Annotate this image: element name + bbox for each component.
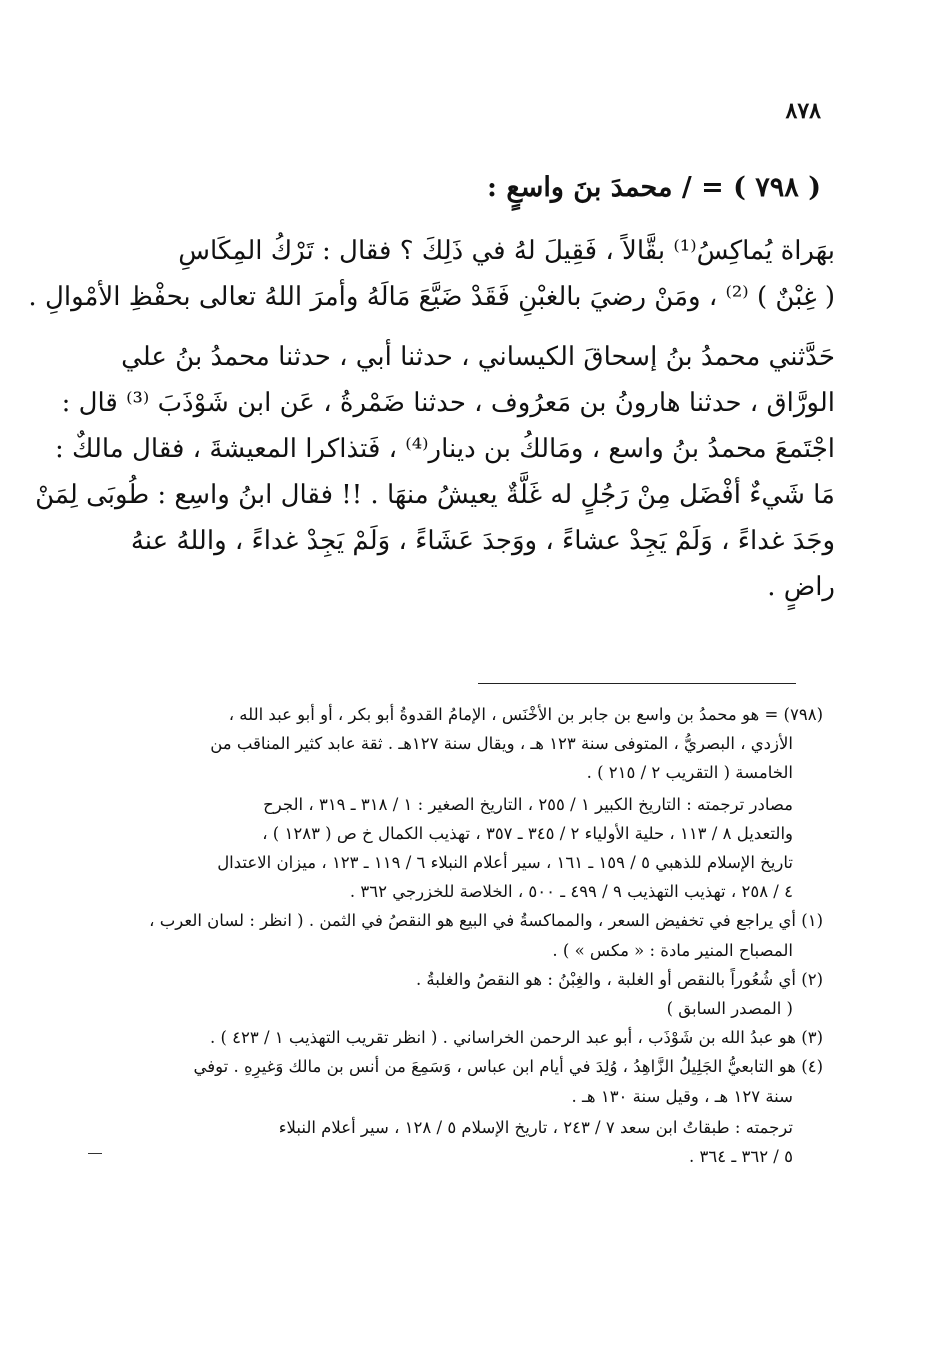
footnote-line: سنة ١٢٧ هـ ، وقيل سنة ١٣٠ هـ . <box>571 1086 793 1106</box>
body-line: وجَدَ غداءً ، وَلَمْ يَجِدْ عشاءً ، ووَجدَ عَشَاءً ، وَلَمْ يَجِدْ غداءً ، واللهُ عنهُ <box>130 526 835 556</box>
footnote-4 <box>123 1052 823 1110</box>
footnote-line: (٧٩٨) = هو محمدُ بن واسع بن جابر بن الأخْنَس ، الإمامُ القدوةُ أبو بكر ، أو أبو عبد الله ، <box>228 705 823 724</box>
body-line: الورَّاق ، حدثنا هارونُ بن مَعرُوف ، حدثنا ضَمْرةُ ، عَن ابن شَوْذَبَ ⁽³⁾ قال : <box>61 388 835 418</box>
footnote-entry-biography <box>123 700 823 788</box>
footnote-separator <box>478 683 796 684</box>
footnote-4-sources <box>123 1113 823 1171</box>
footnotes <box>123 700 823 1171</box>
footnote-line: (١) أي يراجع في تخفيض السعر ، والمماكسةُ في البيع هو النقصُ في الثمن . ( انظر : لسان العرب ، <box>149 911 823 931</box>
body-line: مَا شَيءٌ أفْضَل مِنْ رَجُلٍ له غَلَّةٌ يعيشُ منهَا . !! فقال ابنُ واسِع : طُوبَى لِمَنْ <box>35 480 835 510</box>
body-line: حَدَّثني محمدُ بنُ إسحاقَ الكيساني ، حدثنا أبي ، حدثنا محمدُ بنُ علي <box>121 342 835 372</box>
body-line: بهَراة يُماكِسُ⁽¹⁾ بقَّالاً ، فَقِيلَ لهُ في ذَلِكَ ؟ فقال : تَرْكُ المِكَاسِ <box>178 236 835 266</box>
footnote-line: ترجمته : طبقاتُ ابن سعد ٧ / ٢٤٣ ، تاريخ الإسلام ٥ / ١٢٨ ، سير أعلام النبلاء <box>278 1117 793 1137</box>
body-line: اجْتَمعَ محمدُ بنُ واسع ، ومَالكُ بن دينار⁽⁴⁾ ، فَتذاكرا المعيشةَ ، فقال مالكٌ : <box>55 434 835 464</box>
footnote-line: تاريخ الإسلام للذهبي ٥ / ١٥٩ ـ ١٦١ ، سير أعلام النبلاء ٦ / ١١٩ ـ ١٢٣ ، ميزان الاعتدال <box>217 853 793 873</box>
footnote-sources <box>123 790 823 907</box>
footnote-line: (٣) هو عبدُ الله بن شَوْذَب ، أبو عبد الرحمن الخراساني . ( انظر تقريب التهذيب ١ / ٤٢٣ ) . <box>209 1028 823 1048</box>
footnote-line: ٤ / ٢٥٨ ، تهذيب التهذيب ٩ / ٤٩٩ ـ ٥٠٠ ، الخلاصة للخزرجي ٣٦٢ . <box>349 882 793 902</box>
footnote-line: الأزدي ، البصريُّ ، المتوفى سنة ١٢٣ هـ ، ويقال سنة ١٢٧هـ . ثقة عابد كثير المناقب من <box>210 734 793 754</box>
body-paragraph-1 <box>28 228 835 320</box>
footnote-line: الخامسة ( التقريب ٢ / ٢١٥ ) . <box>586 763 793 783</box>
body-line: ( غِبْنٌ ) ⁽²⁾ ، ومَنْ رضيَ بالغبْنِ فَقَدْ ضَيَّعَ مَالَهُ وأمرَ اللهُ تعالى بحفْظِ الأمْوالِ . <box>28 282 835 312</box>
margin-mark <box>88 1153 102 1154</box>
footnote-2 <box>123 965 823 1023</box>
footnote-line: المصباح المنير مادة : « مكس » ) . <box>552 940 793 960</box>
footnote-line: مصادر ترجمته : التاريخ الكبير ١ / ٢٥٥ ، التاريخ الصغير : ١ / ٣١٨ ـ ٣١٩ ، الجرح <box>263 794 793 814</box>
entry-heading: ( ٧٩٨ ) = / محمدَ بنَ واسعٍ : <box>486 172 821 203</box>
footnote-line: (٤) هو التابعيُّ الجَلِيلُ الزَّاهِدُ ، وُلِدَ في أيام ابن عباس ، وَسَمِعَ من أنس بن مالك وَغيرِهِ . توفي <box>193 1057 823 1077</box>
footnote-line: ( المصدر السابق ) <box>666 999 793 1019</box>
footnote-1 <box>123 906 823 964</box>
footnote-line: والتعديل ٨ / ١١٣ ، حلية الأولياء ٢ / ٣٤٥ ـ ٣٥٧ ، تهذيب الكمال خ ص ( ١٢٨٣ ) ، <box>262 823 793 843</box>
body-paragraph-2 <box>35 334 835 610</box>
footnote-line: ٥ / ٣٦٢ ـ ٣٦٤ . <box>689 1147 793 1167</box>
footnote-line: (٢) أي شُعُوراً بالنقص أو الغلبة ، والغِبْنُ : هو النقصُ والغلبةُ . <box>415 969 823 989</box>
page-number: ٨٧٨ <box>785 98 821 124</box>
footnote-3 <box>123 1023 823 1052</box>
body-line: راضٍ . <box>767 572 835 602</box>
